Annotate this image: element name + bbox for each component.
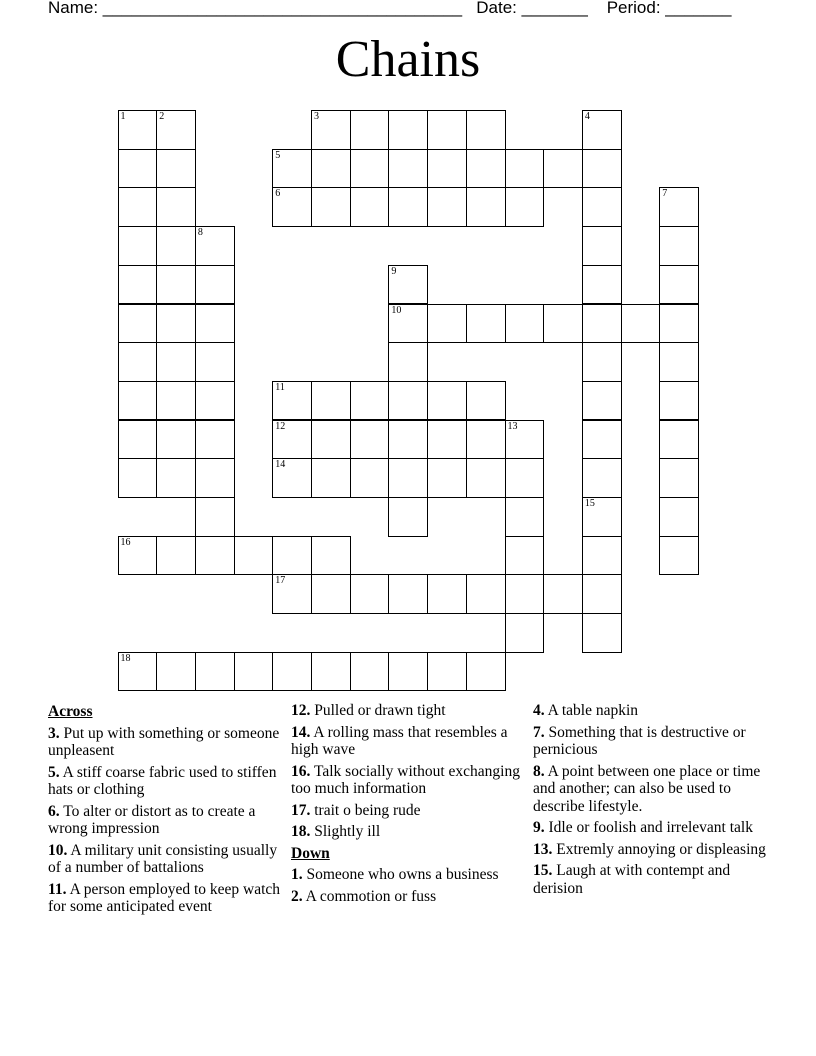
grid-cell[interactable] [466, 574, 506, 614]
grid-cell[interactable] [156, 536, 196, 576]
clue-down-1: 1. Someone who owns a business [291, 866, 499, 883]
clue-number: 17 [275, 575, 286, 587]
clue-across-3: 3. Put up with something or someone unpleasent [48, 724, 280, 759]
clues-column-1 [48, 702, 284, 920]
grid-cell[interactable] [272, 652, 312, 692]
grid-cell[interactable] [156, 381, 196, 421]
clue-number: 13 [507, 420, 518, 432]
grid-cell[interactable] [118, 110, 158, 150]
grid-cell[interactable] [234, 652, 274, 692]
grid-cell[interactable] [582, 497, 622, 537]
grid-cell[interactable] [311, 652, 351, 692]
grid-cell[interactable] [582, 458, 622, 498]
grid-cell[interactable] [582, 342, 622, 382]
grid-cell[interactable] [311, 110, 351, 150]
grid-cell[interactable] [505, 497, 545, 537]
grid-cell[interactable] [582, 381, 622, 421]
grid-cell[interactable] [388, 149, 428, 189]
grid-cell[interactable] [621, 304, 661, 344]
grid-cell[interactable] [234, 536, 274, 576]
grid-cell[interactable] [272, 381, 312, 421]
grid-cell[interactable] [272, 458, 312, 498]
clue-number: 18 [120, 652, 131, 664]
grid-cell[interactable] [659, 342, 699, 382]
grid-cell[interactable] [659, 226, 699, 266]
clue-number: 6 [275, 188, 281, 200]
clue-number: 2 [159, 111, 165, 122]
grid-cell[interactable] [505, 458, 545, 498]
grid-cell[interactable] [505, 420, 545, 460]
grid-cell[interactable] [350, 187, 390, 227]
clue-across-16: 16. Talk socially without exchanging too much information [291, 762, 520, 797]
grid-cell[interactable] [118, 149, 158, 189]
grid-cell[interactable] [195, 536, 235, 576]
clue-down-7: 7. Something that is destructive or pernicious [533, 723, 746, 758]
grid-cell[interactable] [466, 187, 506, 227]
grid-cell[interactable] [466, 652, 506, 692]
grid-cell[interactable] [156, 342, 196, 382]
grid-cell[interactable] [505, 574, 545, 614]
grid-cell[interactable] [156, 187, 196, 227]
grid-cell[interactable] [659, 420, 699, 460]
grid-cell[interactable] [311, 458, 351, 498]
grid-cell[interactable] [582, 304, 622, 344]
grid-cell[interactable] [543, 574, 583, 614]
clue-number: 11 [275, 381, 285, 393]
name-field[interactable]: Name: ______________________________________ [48, 0, 463, 17]
clues-column-3 [533, 702, 769, 901]
grid-cell[interactable] [427, 187, 467, 227]
grid-cell[interactable] [466, 381, 506, 421]
grid-cell[interactable] [582, 536, 622, 576]
grid-cell[interactable] [388, 574, 428, 614]
grid-cell[interactable] [659, 381, 699, 421]
grid-cell[interactable] [195, 381, 235, 421]
grid-cell[interactable] [118, 226, 158, 266]
grid-cell[interactable] [388, 381, 428, 421]
grid-cell[interactable] [659, 265, 699, 305]
grid-cell[interactable] [311, 536, 351, 576]
grid-cell[interactable] [466, 304, 506, 344]
clue-number: 9 [391, 265, 397, 277]
clue-number: 7 [662, 188, 668, 200]
grid-cell[interactable] [427, 420, 467, 460]
grid-cell[interactable] [427, 381, 467, 421]
grid-cell[interactable] [505, 304, 545, 344]
clue-down-9: 9. Idle or foolish and irrelevant talk [533, 819, 753, 836]
grid-cell[interactable] [311, 381, 351, 421]
grid-cell[interactable] [195, 458, 235, 498]
grid-cell[interactable] [466, 149, 506, 189]
grid-cell[interactable] [350, 652, 390, 692]
grid-cell[interactable] [659, 536, 699, 576]
grid-cell[interactable] [582, 149, 622, 189]
grid-cell[interactable] [427, 652, 467, 692]
grid-cell[interactable] [350, 458, 390, 498]
grid-cell[interactable] [388, 110, 428, 150]
grid-cell[interactable] [311, 574, 351, 614]
grid-cell[interactable] [156, 149, 196, 189]
clue-number: 4 [584, 111, 590, 122]
grid-cell[interactable] [156, 304, 196, 344]
clue-number: 8 [197, 227, 203, 239]
period-field[interactable]: Period: _______ [606, 0, 732, 17]
grid-cell[interactable] [505, 187, 545, 227]
clue-across-5: 5. A stiff coarse fabric used to stiffen hats or clothing [48, 763, 277, 798]
grid-cell[interactable] [272, 574, 312, 614]
clue-number: 3 [314, 111, 319, 122]
grid-cell[interactable] [388, 497, 428, 537]
page-title: Chains [335, 31, 481, 88]
grid-cell[interactable] [272, 536, 312, 576]
grid-cell[interactable] [118, 187, 158, 227]
grid-cell[interactable] [195, 342, 235, 382]
grid-cell[interactable] [118, 304, 158, 344]
grid-cell[interactable] [118, 342, 158, 382]
down-heading: Down [291, 844, 330, 862]
grid-cell[interactable] [118, 420, 158, 460]
clue-number: 16 [120, 536, 131, 548]
grid-cell[interactable] [582, 187, 622, 227]
grid-cell[interactable] [582, 265, 622, 305]
clue-down-4: 4. A table napkin [533, 702, 639, 719]
clue-number: 5 [275, 149, 281, 161]
grid-cell[interactable] [311, 420, 351, 460]
grid-cell[interactable] [118, 265, 158, 305]
grid-cell[interactable] [195, 265, 235, 305]
grid-cell[interactable] [156, 420, 196, 460]
clue-across-6: 6. To alter or distort as to create a wrong impression [48, 802, 256, 837]
grid-cell[interactable] [466, 458, 506, 498]
grid-cell[interactable] [350, 149, 390, 189]
grid-cell[interactable] [195, 226, 235, 266]
grid-cell[interactable] [582, 110, 622, 150]
grid-cell[interactable] [659, 187, 699, 227]
grid-cell[interactable] [118, 458, 158, 498]
grid-cell[interactable] [388, 342, 428, 382]
grid-cell[interactable] [311, 149, 351, 189]
grid-cell[interactable] [582, 613, 622, 653]
grid-cell[interactable] [427, 574, 467, 614]
clue-across-17: 17. trait o being rude [291, 801, 421, 819]
grid-cell[interactable] [195, 652, 235, 692]
grid-cell[interactable] [118, 536, 158, 576]
grid-cell[interactable] [350, 574, 390, 614]
grid-cell[interactable] [388, 652, 428, 692]
clue-number: 15 [584, 498, 595, 509]
grid-cell[interactable] [156, 458, 196, 498]
grid-cell[interactable] [118, 652, 158, 692]
grid-cell[interactable] [350, 420, 390, 460]
grid-cell[interactable] [272, 149, 312, 189]
grid-cell[interactable] [582, 574, 622, 614]
grid-cell[interactable] [466, 420, 506, 460]
grid-cell[interactable] [272, 420, 312, 460]
grid-cell[interactable] [388, 458, 428, 498]
grid-cell[interactable] [466, 110, 506, 150]
clue-across-10: 10. A military unit consisting usually of a number of battalions [48, 841, 278, 876]
clue-across-12: 12. Pulled or drawn tight [291, 702, 446, 719]
grid-cell[interactable] [427, 304, 467, 344]
grid-cell[interactable] [543, 149, 583, 189]
grid-cell[interactable] [505, 149, 545, 189]
grid-cell[interactable] [388, 187, 428, 227]
clue-number: 12 [275, 420, 286, 432]
grid-cell[interactable] [505, 536, 545, 576]
grid-cell[interactable] [427, 149, 467, 189]
grid-cell[interactable] [195, 497, 235, 537]
grid-cell[interactable] [659, 304, 699, 344]
clue-down-15: 15. Laugh at with contempt and derision [533, 862, 731, 897]
clue-number: 14 [275, 459, 286, 471]
grid-cell[interactable] [156, 265, 196, 305]
grid-cell[interactable] [659, 458, 699, 498]
grid-cell[interactable] [311, 187, 351, 227]
grid-cell[interactable] [543, 304, 583, 344]
date-field[interactable]: Date: _______ [476, 0, 588, 17]
grid-cell[interactable] [195, 420, 235, 460]
grid-cell[interactable] [427, 110, 467, 150]
grid-cell[interactable] [350, 110, 390, 150]
grid-cell[interactable] [582, 226, 622, 266]
clue-down-8: 8. A point between one place or time and another; can also be used to describe lifestyle. [533, 762, 761, 815]
clue-across-14: 14. A rolling mass that resembles a high wave [291, 723, 508, 758]
grid-cell[interactable] [350, 381, 390, 421]
grid-cell[interactable] [659, 497, 699, 537]
clue-across-11: 11. A person employed to keep watch for some anticipated event [48, 880, 281, 915]
clue-number: 10 [391, 304, 402, 316]
clues-column-2 [291, 702, 527, 909]
grid-cell[interactable] [195, 304, 235, 344]
grid-cell[interactable] [582, 420, 622, 460]
grid-cell[interactable] [388, 420, 428, 460]
grid-cell[interactable] [156, 652, 196, 692]
grid-cell[interactable] [427, 458, 467, 498]
grid-cell[interactable] [118, 381, 158, 421]
clue-down-2: 2. A commotion or fuss [291, 887, 437, 905]
grid-cell[interactable] [156, 226, 196, 266]
clue-across-18: 18. Slightly ill [291, 823, 381, 840]
grid-cell[interactable] [272, 187, 312, 227]
across-heading: Across [48, 703, 93, 720]
grid-cell[interactable] [156, 110, 196, 150]
grid-cell[interactable] [505, 613, 545, 653]
grid-cell[interactable] [388, 265, 428, 305]
clue-number: 1 [120, 111, 126, 122]
clue-down-13: 13. Extremly annoying or displeasing [533, 840, 766, 858]
grid-cell[interactable] [388, 304, 428, 344]
